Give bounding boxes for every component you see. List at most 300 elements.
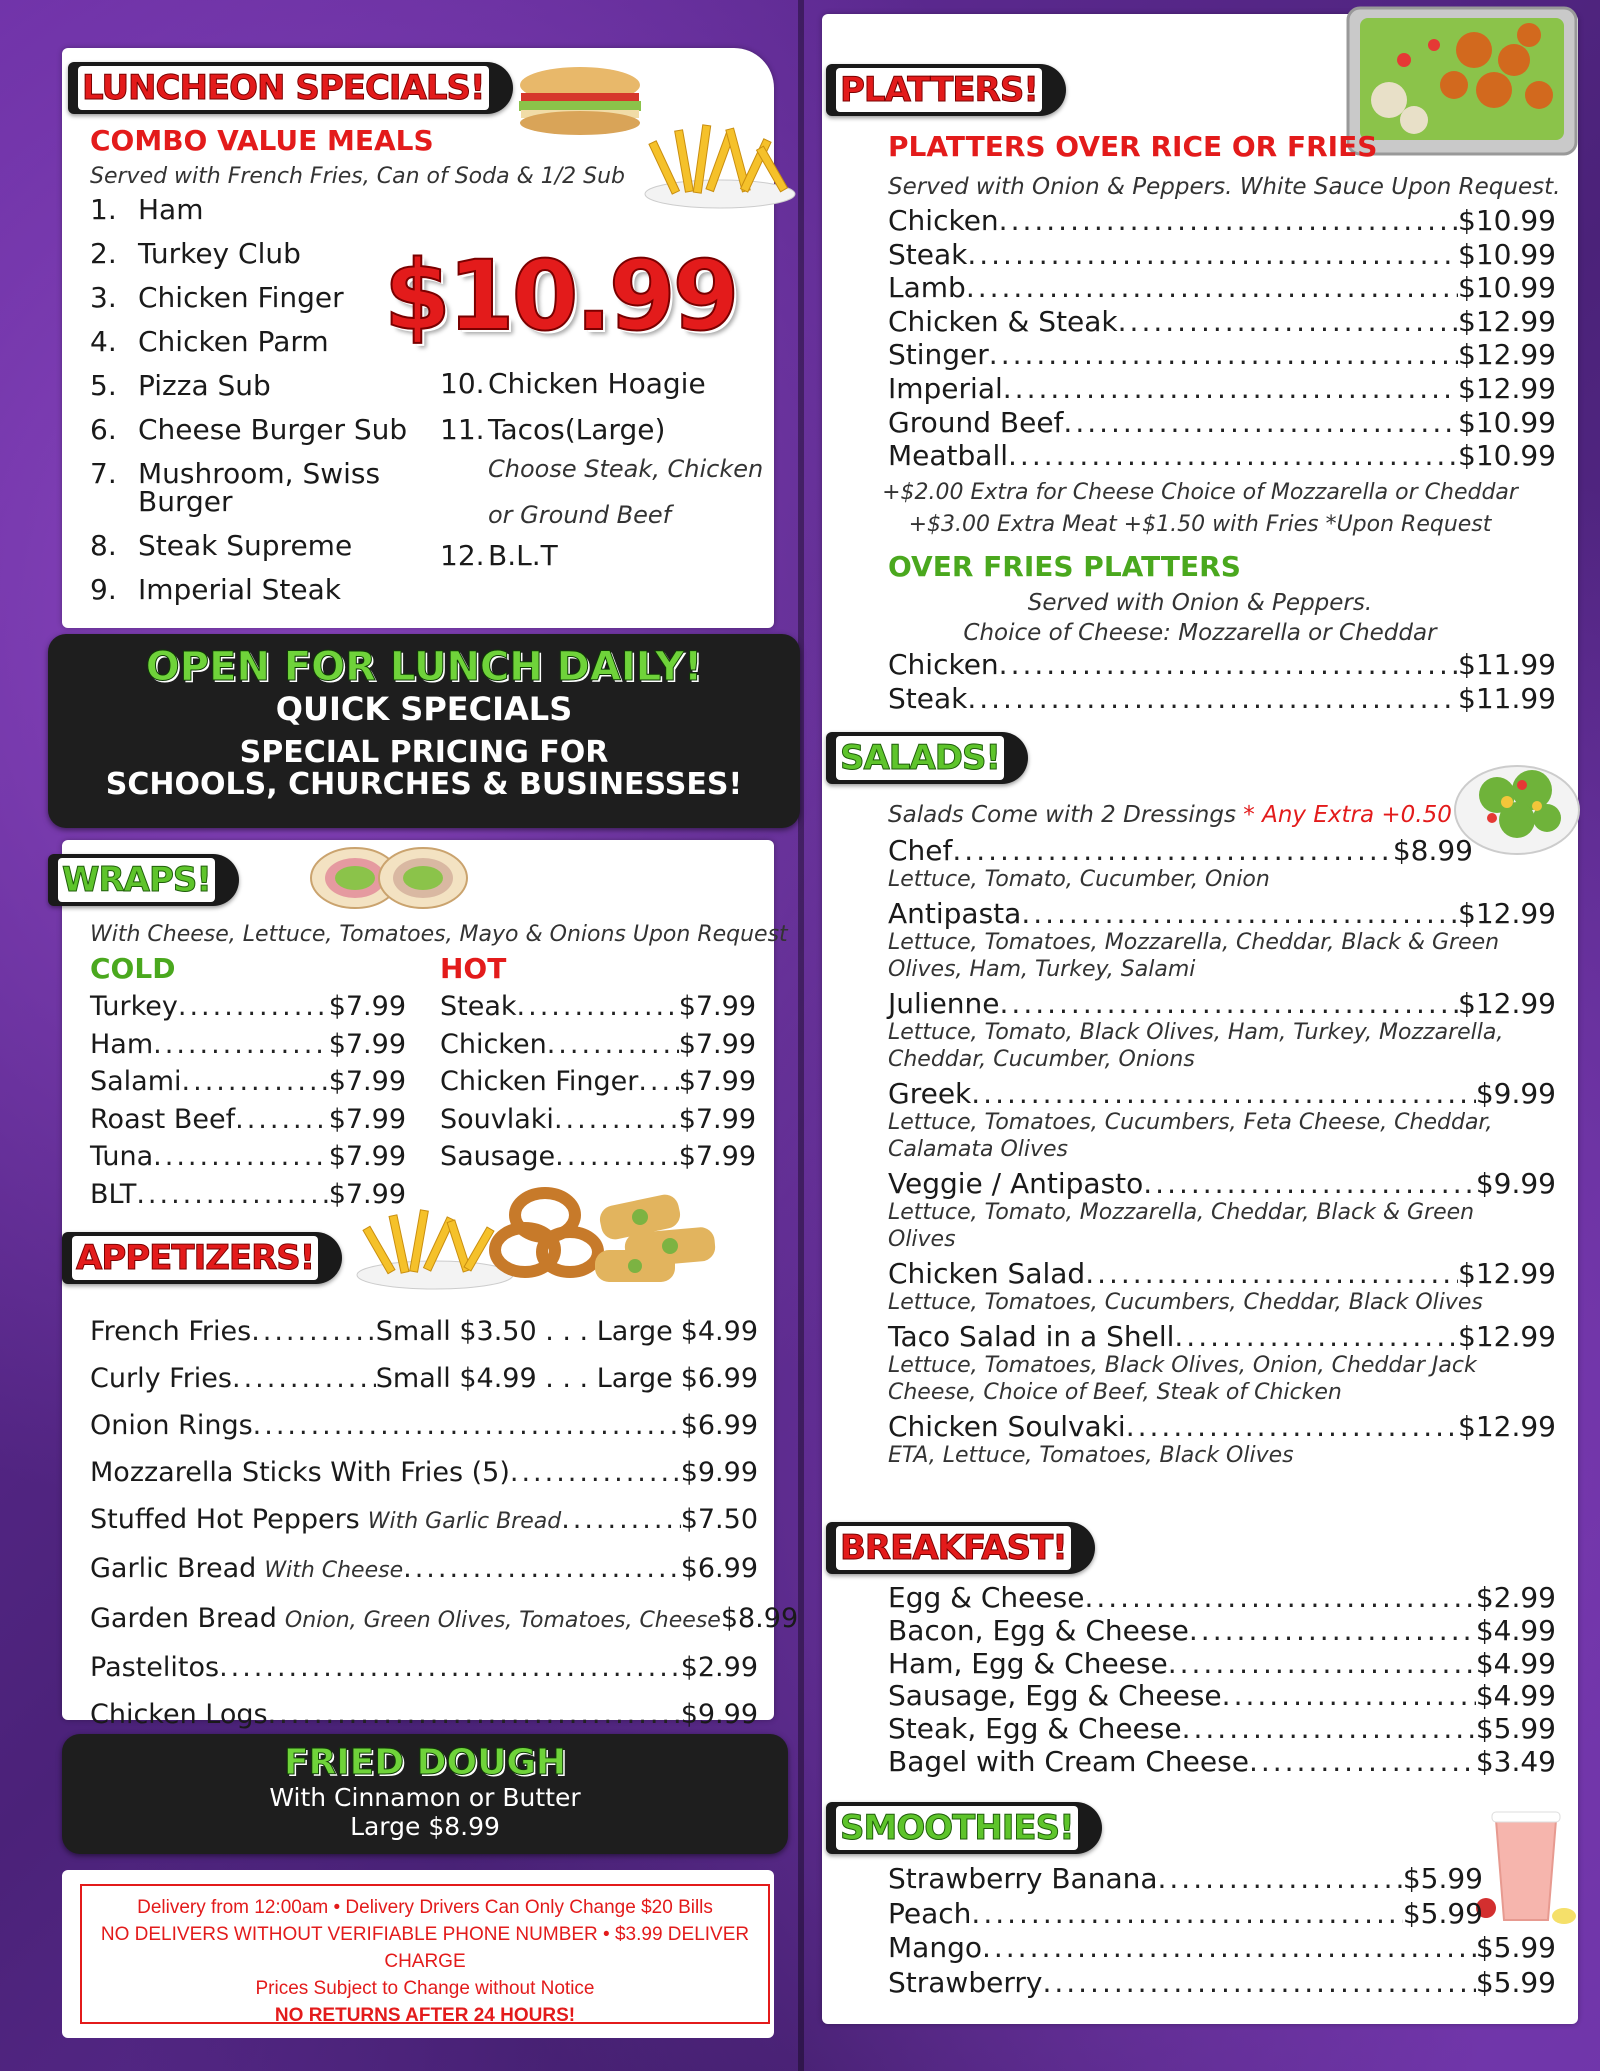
over-fries-row: [888, 682, 1556, 716]
wraps-served-note: With Cheese, Lettuce, Tomatoes, Mayo & Onions Upon Request: [90, 922, 788, 947]
item-leader: [967, 682, 1458, 716]
wraps-hot-list: [440, 988, 756, 1176]
item-name: Chicken & Steak: [888, 304, 1118, 338]
wraps-cold-label: COLD: [90, 952, 176, 985]
salad-item: [888, 1169, 1556, 1253]
combo-item-number: 6.: [90, 413, 117, 446]
item-name: Mango: [888, 1931, 982, 1964]
item-leader: [1084, 1582, 1475, 1615]
platter-row: [888, 305, 1556, 339]
combo-served-note: Served with French Fries, Can of Soda & 1/2 Sub: [90, 164, 625, 189]
combo-item: [90, 325, 420, 358]
appetizers-tag: APPETIZERS!: [62, 1232, 342, 1284]
item-price: $9.99: [680, 1698, 758, 1730]
platters-subtitle: PLATTERS OVER RICE OR FRIES: [888, 130, 1378, 163]
item-leader: [971, 1079, 1476, 1109]
item-price: $10.99: [1458, 237, 1556, 271]
fried-dough-line2: Large $8.99: [350, 1812, 500, 1841]
combo-item-number: 5.: [90, 369, 117, 402]
salad-item: [888, 1079, 1556, 1163]
appetizer-row: [90, 1449, 758, 1496]
over-fries-served1: Served with Onion & Peppers.: [1027, 590, 1373, 616]
combo-item-body: [138, 369, 420, 402]
smoothie-row: [888, 1897, 1483, 1932]
item-price: $12.99: [1458, 1410, 1556, 1443]
wrap-row: [90, 1026, 406, 1064]
item-leader: [153, 1138, 329, 1176]
lunch-promo-line2: SPECIAL PRICING FOR: [239, 735, 609, 770]
combo-item: [90, 529, 420, 562]
item-price: $10.99: [1458, 271, 1556, 305]
over-fries-row: [888, 648, 1556, 682]
item-price: $7.50: [680, 1504, 758, 1536]
combo-right-list: [440, 367, 770, 572]
luncheon-tag: LUNCHEON SPECIALS!: [68, 62, 513, 114]
item-price: $6.99: [680, 1410, 758, 1442]
platters-extra1: +$2.00 Extra for Cheese Choice of Mozzarella or Cheddar: [882, 480, 1518, 505]
smoothie-row: [888, 1966, 1556, 2001]
item-name: Greek: [888, 1077, 972, 1110]
item-price: $10.99: [1458, 204, 1556, 237]
item-leader: [1042, 1966, 1475, 2001]
page-fold: [798, 0, 804, 2071]
fried-dough-line1: With Cinnamon or Butter: [269, 1783, 581, 1812]
smoothies-tag: SMOOTHIES!: [826, 1802, 1102, 1854]
smoothie-row: [888, 1931, 1556, 1966]
item-name: Sausage: [440, 1141, 556, 1172]
wrap-row: [440, 988, 756, 1026]
platter-row: [888, 204, 1556, 238]
item-size-prices: Small $4.99 . . . Large: [375, 1363, 673, 1395]
item-leader: [136, 1176, 328, 1214]
item-name: Souvlaki: [440, 1103, 554, 1135]
item-name: Bagel with Cream Cheese: [888, 1744, 1249, 1778]
item-name: Garlic Bread: [90, 1553, 257, 1585]
item-price: $12.99: [1458, 371, 1556, 405]
breakfast-row: [888, 1680, 1556, 1713]
combo-item-number: 8.: [90, 529, 117, 562]
combo-subtitle: COMBO VALUE MEALS: [90, 124, 434, 157]
appetizer-row: [90, 1402, 758, 1449]
salad-description: Lettuce, Tomato, Mozzarella, Cheddar, Black & Green Olives: [888, 1200, 1475, 1252]
combo-item-name: Chicken Finger: [138, 281, 344, 314]
item-price: $6.99: [680, 1553, 758, 1585]
item-leader: [1182, 1713, 1476, 1746]
over-fries-served2: Choice of Cheese: Mozzarella or Cheddar: [963, 620, 1437, 646]
wrap-row: [440, 1138, 756, 1176]
item-leader: [232, 1355, 376, 1402]
item-name: Chicken: [888, 648, 999, 681]
fried-dough-title: FRIED DOUGH: [283, 1742, 567, 1783]
combo-item-name: B.L.T: [488, 539, 558, 572]
combo-item: [90, 237, 420, 270]
sub-sandwich-image: [515, 55, 645, 145]
item-price: $7.99: [328, 1178, 406, 1210]
lunch-promo-headline: OPEN FOR LUNCH DAILY!: [145, 644, 703, 690]
combo-item-body: [488, 539, 770, 572]
wrap-row: [90, 1138, 406, 1176]
item-name: Bacon, Egg & Cheese: [888, 1613, 1189, 1647]
breakfast-row: [888, 1615, 1556, 1648]
item-price: $12.99: [1458, 897, 1556, 930]
item-name: Chicken Logs: [90, 1698, 268, 1730]
combo-item-name: Steak Supreme: [138, 529, 353, 562]
item-leader: [1003, 372, 1458, 406]
smoothie-row: [888, 1862, 1483, 1897]
notice-line2: NO DELIVERS WITHOUT VERIFIABLE PHONE NUMBER • $3.99 DELIVER CHARGE: [100, 1924, 750, 1972]
combo-item: [440, 367, 770, 400]
breakfast-list: [888, 1582, 1556, 1779]
item-name: Steak: [888, 682, 968, 715]
combo-item-name: Tacos(Large): [488, 413, 666, 446]
salad-item: [888, 989, 1556, 1073]
salad-row: [888, 989, 1556, 1019]
salads-served-note: [888, 802, 1452, 828]
item-price: $9.99: [1475, 1077, 1556, 1110]
platter-row: [888, 406, 1556, 440]
item-price: $10.99: [1458, 405, 1556, 439]
combo-item-name: Pizza Sub: [138, 369, 271, 402]
combo-item-body: [138, 529, 420, 562]
smoothies-list: [888, 1862, 1556, 2000]
item-price: $4.99: [1475, 1679, 1556, 1713]
item-price: $2.99: [680, 1651, 758, 1683]
combo-item: [440, 413, 770, 538]
item-leader: [1126, 1412, 1458, 1442]
combo-item-body: [138, 193, 420, 226]
combo-item-number: 10.: [440, 367, 485, 400]
item-leader: [1021, 899, 1458, 929]
item-note: With Cheese: [264, 1558, 404, 1584]
item-leader: [999, 204, 1458, 238]
wrap-row: [90, 1101, 406, 1139]
salad-row: [888, 1079, 1556, 1109]
salads-tag: SALADS!: [826, 732, 1028, 784]
item-price: $5.99: [1402, 1862, 1483, 1895]
salad-description: Lettuce, Tomatoes, Mozzarella, Cheddar, Black & Green Olives, Ham, Turkey, Salami: [888, 930, 1500, 982]
item-price: $7.99: [328, 1028, 406, 1060]
combo-item-name: Turkey Club: [138, 237, 301, 270]
item-name: Curly Fries: [90, 1363, 232, 1395]
combo-item: [90, 193, 420, 226]
item-leader: [1168, 1648, 1476, 1681]
wrap-row: [440, 1026, 756, 1064]
wrap-row: [440, 1101, 756, 1139]
combo-item: [90, 413, 420, 446]
wraps-tag: WRAPS!: [48, 854, 239, 906]
salad-row: [888, 1169, 1556, 1199]
item-price: $7.99: [678, 1103, 756, 1135]
item-price: $9.99: [680, 1457, 758, 1489]
item-leader: [561, 1496, 681, 1543]
item-leader: [999, 648, 1458, 682]
item-leader: [182, 1063, 329, 1101]
salad-row: [888, 899, 1556, 929]
item-name: Roast Beef: [90, 1103, 236, 1135]
combo-item-number: 4.: [90, 325, 117, 358]
over-fries-list: [888, 648, 1556, 716]
combo-item-body: [138, 573, 420, 606]
item-size-prices: Small $3.50 . . . Large: [375, 1316, 673, 1347]
item-leader: [403, 1545, 681, 1592]
lunch-promo-box: [48, 634, 800, 828]
combo-item-name: Chicken Parm: [138, 325, 329, 358]
breakfast-row: [888, 1582, 1556, 1615]
item-leader: [638, 1063, 678, 1101]
item-name: Taco Salad in a Shell: [888, 1320, 1175, 1353]
item-name: Ground Beef: [888, 405, 1064, 439]
appetizer-row: [90, 1308, 758, 1355]
item-price: $11.99: [1458, 648, 1556, 681]
combo-price: $10.99: [384, 240, 737, 352]
combo-item: [440, 539, 770, 572]
combo-item-body: [488, 413, 770, 538]
item-price: $10.99: [1458, 439, 1556, 473]
wrap-image: [305, 842, 475, 914]
item-price: $7.99: [328, 1141, 406, 1172]
salad-row: [888, 1412, 1556, 1442]
item-name: Steak: [888, 237, 968, 271]
combo-item-number: 12.: [440, 539, 485, 572]
item-price: $12.99: [1458, 1257, 1556, 1290]
breakfast-tag: BREAKFAST!: [826, 1522, 1095, 1574]
item-name: Pastelitos: [90, 1651, 220, 1683]
appetizer-row: [90, 1355, 758, 1402]
platter-row: [888, 372, 1556, 406]
salad-row: [888, 1322, 1556, 1352]
platter-image: [1344, 0, 1584, 160]
notice-line1: Delivery from 12:00am • Delivery Drivers Can Only Change $20 Bills: [137, 1897, 713, 1918]
item-price: $6.99: [680, 1363, 758, 1395]
item-price: $5.99: [1475, 1965, 1556, 1999]
combo-item-body: [488, 367, 770, 400]
platter-row: [888, 338, 1556, 372]
salad-item: [888, 899, 1556, 983]
item-leader: [178, 988, 329, 1026]
salads-list: [888, 836, 1556, 1469]
salad-item: [888, 1322, 1556, 1406]
appetizer-row: [90, 1595, 799, 1644]
salad-item: [888, 1412, 1556, 1469]
item-name: Tuna: [90, 1141, 154, 1172]
item-name: Chicken Soulvaki: [888, 1410, 1126, 1443]
item-price: $2.99: [1475, 1581, 1556, 1614]
salad-item: [888, 836, 1556, 893]
item-name: Chicken Finger: [440, 1066, 639, 1097]
breakfast-row: [888, 1746, 1556, 1779]
item-leader: [547, 1026, 679, 1064]
item-leader: [251, 1308, 376, 1355]
item-leader: [1249, 1746, 1476, 1779]
salads-extra-note: * Any Extra +0.50: [1243, 802, 1452, 828]
item-leader: [510, 1449, 681, 1496]
item-name: Chef: [888, 834, 953, 867]
item-leader: [989, 338, 1458, 372]
item-name: Stinger: [888, 338, 989, 372]
item-price: $3.49: [1475, 1744, 1556, 1778]
item-name: Salami: [90, 1066, 182, 1097]
combo-item-note: Choose Steak, Chicken or Ground Beef: [488, 455, 764, 529]
appetizers-image: [355, 1180, 735, 1295]
item-price: $7.99: [328, 1066, 406, 1097]
item-name: BLT: [90, 1178, 137, 1210]
combo-item-number: 3.: [90, 281, 117, 314]
item-name: Stuffed Hot Peppers: [90, 1504, 360, 1536]
combo-item-number: 11.: [440, 413, 485, 446]
item-name: Turkey: [90, 991, 178, 1022]
salad-description: ETA, Lettuce, Tomatoes, Black Olives: [888, 1443, 1294, 1468]
appetizer-row: [90, 1496, 758, 1545]
item-price: $8.99: [1392, 834, 1473, 867]
appetizers-list: [90, 1308, 799, 1738]
item-name: French Fries: [90, 1316, 252, 1347]
salad-description: Lettuce, Tomatoes, Cucumbers, Feta Cheese, Cheddar, Calamata Olives: [888, 1110, 1493, 1162]
combo-item-name: Ham: [138, 193, 204, 226]
salad-description: Lettuce, Tomato, Black Olives, Ham, Turkey, Mozzarella, Cheddar, Cucumber, Onions: [888, 1020, 1504, 1072]
item-name: Chicken: [888, 204, 999, 237]
lunch-promo-line1: QUICK SPECIALS: [275, 690, 573, 728]
item-name: Egg & Cheese: [888, 1581, 1085, 1614]
combo-item: [90, 281, 420, 314]
item-name: Mozzarella Sticks With Fries (5): [90, 1457, 510, 1489]
fries-image: [640, 110, 800, 210]
over-fries-subtitle: OVER FRIES PLATTERS: [888, 550, 1241, 583]
item-name: Onion Rings: [90, 1410, 253, 1442]
item-name: Antipasta: [888, 897, 1022, 930]
item-price: $7.99: [678, 991, 756, 1022]
item-leader: [982, 1931, 1476, 1966]
item-price: $7.99: [678, 1066, 756, 1097]
item-leader: [966, 271, 1458, 305]
item-leader: [554, 1101, 679, 1139]
notice-line3: Prices Subject to Change without Notice: [255, 1978, 595, 1999]
item-name: Meatball: [888, 439, 1009, 473]
item-note: With Garlic Bread: [367, 1509, 562, 1535]
combo-item-name: Chicken Hoagie: [488, 367, 706, 400]
item-leader: [952, 836, 1392, 866]
item-price: $12.99: [1458, 338, 1556, 372]
appetizer-row: [90, 1691, 758, 1738]
salad-item: [888, 1259, 1556, 1316]
item-name: Steak, Egg & Cheese: [888, 1712, 1182, 1746]
combo-item-number: 1.: [90, 193, 117, 226]
item-name: Ham: [90, 1028, 154, 1060]
item-note: Onion, Green Olives, Tomatoes, Cheese: [284, 1607, 721, 1633]
notice-box: [80, 1884, 770, 2024]
item-name: Ham, Egg & Cheese: [888, 1646, 1168, 1680]
item-name: Garden Bread: [90, 1602, 277, 1634]
item-leader: [1085, 1259, 1458, 1289]
item-leader: [1118, 305, 1458, 339]
combo-item-body: [138, 325, 420, 358]
wraps-hot-label: HOT: [440, 952, 507, 985]
item-name: Strawberry: [888, 1965, 1043, 1999]
combo-item-body: [138, 281, 420, 314]
item-price: $7.99: [678, 1141, 756, 1172]
item-leader: [1174, 1322, 1458, 1352]
combo-item-number: 2.: [90, 237, 117, 270]
item-leader: [971, 1897, 1402, 1932]
platters-list: [888, 204, 1556, 473]
item-leader: [1063, 406, 1458, 440]
combo-item-name: Imperial Steak: [138, 573, 342, 606]
item-price: $7.99: [328, 991, 406, 1022]
wrap-row: [90, 1063, 406, 1101]
item-leader: [1189, 1615, 1476, 1648]
salad-row: [888, 1259, 1556, 1289]
combo-item: [90, 573, 420, 606]
item-leader: [967, 238, 1458, 272]
combo-item: [90, 369, 420, 402]
notice-line4: NO RETURNS AFTER 24 HOURS!: [274, 2005, 576, 2026]
item-leader: [235, 1101, 329, 1139]
item-leader: [153, 1026, 329, 1064]
fried-dough-box: [62, 1734, 788, 1854]
item-leader: [219, 1644, 681, 1691]
combo-left-list: [90, 193, 420, 606]
breakfast-row: [888, 1648, 1556, 1681]
item-name: Veggie / Antipasto: [888, 1167, 1144, 1200]
combo-item-number: 7.: [90, 457, 117, 490]
item-price: $11.99: [1458, 682, 1556, 715]
platter-row: [888, 271, 1556, 305]
item-price: $5.99: [1475, 1712, 1556, 1746]
item-name: Julienne: [888, 987, 1000, 1020]
item-price: $7.99: [328, 1103, 406, 1135]
item-name: Chicken Salad: [888, 1257, 1086, 1290]
appetizer-row: [90, 1545, 758, 1594]
lunch-promo-line3: SCHOOLS, CHURCHES & BUSINESSES!: [105, 767, 743, 802]
breakfast-row: [888, 1713, 1556, 1746]
platters-tag: PLATTERS!: [826, 64, 1066, 116]
salad-description: Lettuce, Tomatoes, Black Olives, Onion, Cheddar Jack Cheese, Choice of Beef, Steak of Chicken: [888, 1353, 1477, 1405]
item-leader: [1158, 1862, 1403, 1897]
item-price: $12.99: [1458, 304, 1556, 338]
item-leader: [555, 1138, 679, 1176]
combo-item-name: Mushroom, Swiss Burger: [138, 457, 381, 518]
wrap-row: [90, 988, 406, 1026]
item-leader: [1008, 439, 1458, 473]
combo-item-body: [138, 237, 420, 270]
platters-extra2: +$3.00 Extra Meat +$1.50 with Fries *Upon Request: [908, 512, 1492, 537]
item-name: Lamb: [888, 271, 966, 305]
item-leader: [517, 988, 679, 1026]
wrap-row: [440, 1063, 756, 1101]
platters-served-note: Served with Onion & Peppers. White Sauce Upon Request.: [888, 174, 1561, 200]
item-leader: [1000, 989, 1459, 1019]
salads-served-text: Salads Come with 2 Dressings: [888, 802, 1236, 828]
item-price: $5.99: [1475, 1931, 1556, 1964]
item-price: $4.99: [1475, 1646, 1556, 1680]
item-name: Peach: [888, 1896, 972, 1930]
salad-description: Lettuce, Tomatoes, Cucumbers, Cheddar, Black Olives: [888, 1290, 1483, 1315]
item-leader: [1222, 1680, 1476, 1713]
platter-row: [888, 439, 1556, 473]
combo-item-name: Cheese Burger Sub: [138, 413, 408, 446]
combo-item-body: [138, 413, 420, 446]
item-name: Sausage, Egg & Cheese: [888, 1679, 1222, 1713]
item-price: $9.99: [1475, 1167, 1556, 1200]
combo-item: [90, 457, 420, 518]
platter-row: [888, 238, 1556, 272]
item-price: $12.99: [1458, 1320, 1556, 1353]
item-price: $12.99: [1458, 987, 1556, 1020]
combo-item-body: [138, 457, 420, 518]
item-leader: [1143, 1169, 1476, 1199]
item-name: Chicken: [440, 1028, 547, 1060]
item-price: $7.99: [678, 1028, 756, 1060]
item-price: $4.99: [1475, 1613, 1556, 1647]
